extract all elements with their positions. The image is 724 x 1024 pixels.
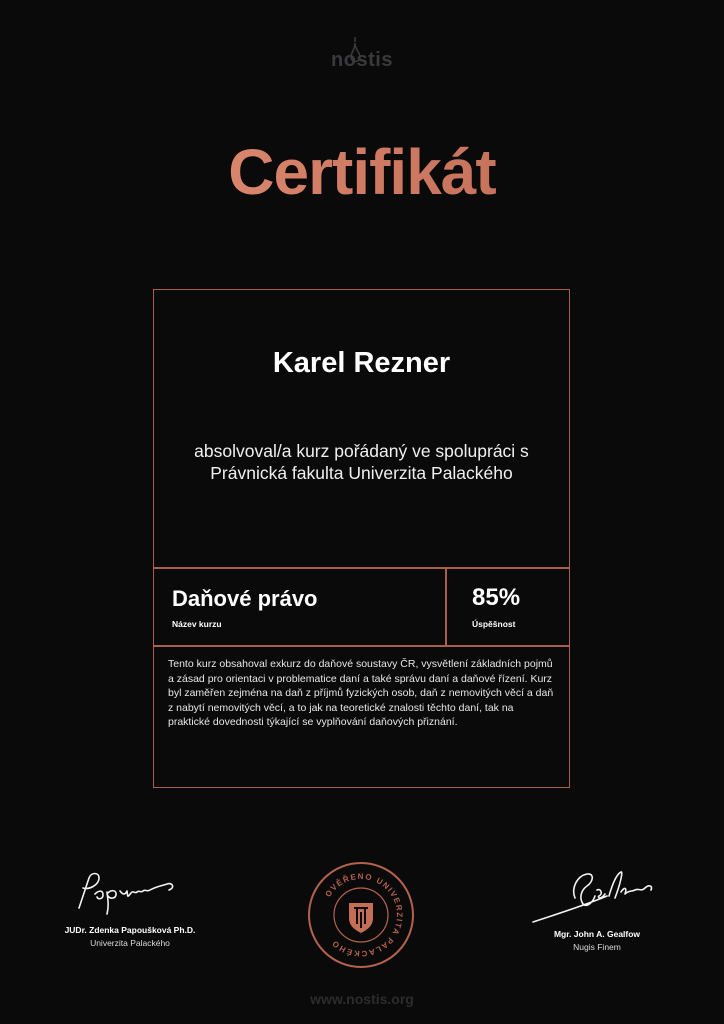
signatory-left-name: JUDr. Zdenka Papoušková Ph.D. [64,925,196,935]
handwritten-signature-right [517,868,677,924]
course-name-caption: Název kurzu [172,619,222,629]
handwritten-signature-left [65,868,195,920]
seal-graphic [306,860,416,970]
brand-logo [0,34,724,79]
statement-line-1: absolvoval/a kurz pořádaný ve spolupráci s [194,441,529,461]
certificate-box [153,289,570,788]
verification-seal [306,860,416,970]
course-score: 85% [472,584,521,611]
recipient-name: Karel Rezner [272,347,451,379]
divider-top [154,567,569,569]
statement-line-2: Právnická fakulta Univerzita Palackého [210,463,513,483]
seal-text: OVĚŘENO UNIVERZITA PALACKÉHO [323,871,405,959]
course-name: Daňové právo [172,586,318,611]
signature-block-left [30,868,230,948]
divider-bottom [154,645,569,647]
certificate-title: Certifikát [0,135,724,209]
course-description: Tento kurz obsahoval exkurz do daňové soustavy ČR, vysvětlení základních pojmů a zásad pro orientaci v problematice daní a také správu daní a daňové řízení. Kurz byl zaměřen zejména na daň z příjmů fyzických osob, daň z nemovitých věcí a daň z nabytí nemovitých věcí, a to jak na teoretické znalosti těchto daní, tak na praktické dovednosti týkající se vyplňování daňových přiznání. [168,658,554,728]
divider-vertical [445,567,447,645]
course-score-caption: Úspěšnost [472,619,516,629]
signatory-left-org: Univerzita Palackého [90,938,170,948]
signature-block-right [497,868,697,952]
footer-url: www.nostis.org [310,991,414,1007]
signatory-right-org: Nugis Finem [573,942,621,952]
brand-logo-text: nostis [331,49,393,71]
signatory-right-name: Mgr. John A. Gealfow [553,929,641,939]
completion-statement [154,440,569,484]
